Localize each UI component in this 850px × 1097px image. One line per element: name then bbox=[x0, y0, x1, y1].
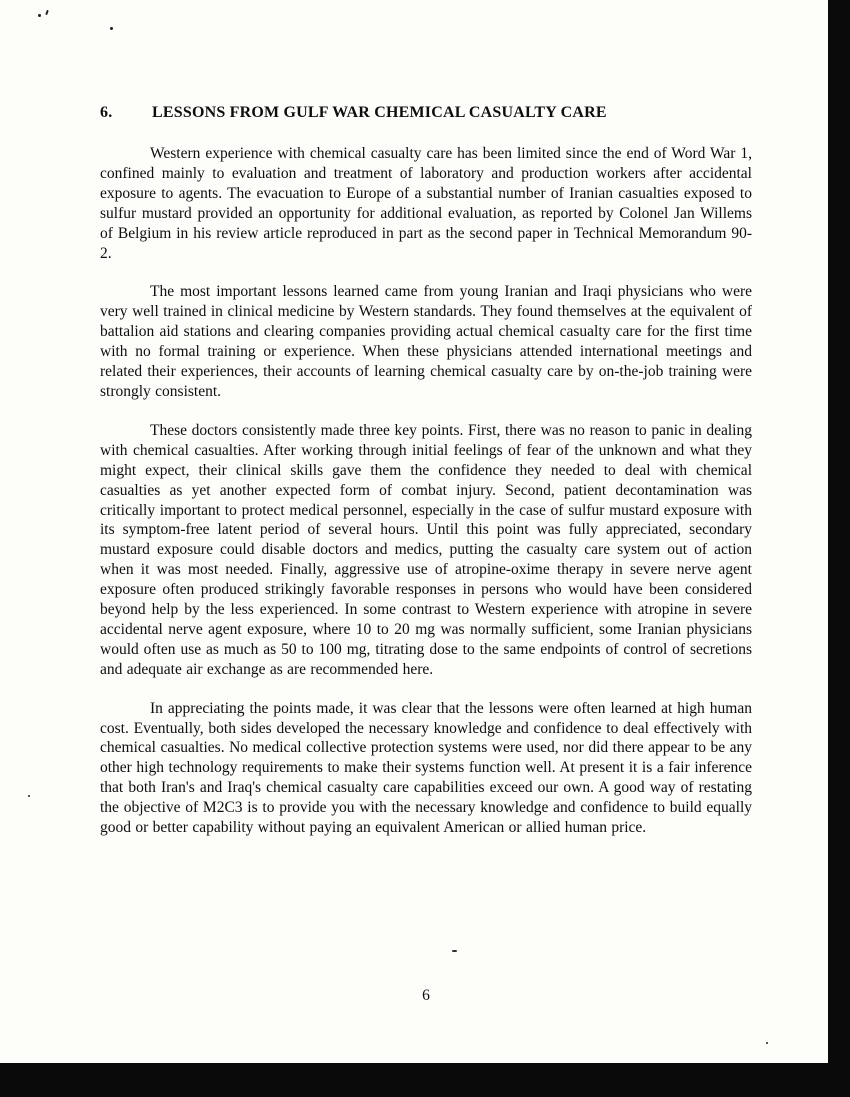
scan-speck bbox=[766, 1042, 768, 1044]
scan-edge-right bbox=[828, 0, 850, 1097]
paragraph-three-key-points: These doctors consistently made three key points. First, there was no reason to panic in dealing with chemical casualties. After working through initial feelings of fear of the unknown and what they might expect, their clinical skills gave them the confidence they needed to deal with chemical casualties as yet another expected form of combat injury. Second, patient decontamination was critically important to protect medical personnel, especially in the case of sulfur mustard exposure with its symptom-free latent period of several hours. Until this point was fully appreciated, secondary mustard exposure could disable doctors and medics, putting the casualty care system out of action when it was most needed. Finally, aggressive use of atropine-oxime therapy in severe nerve agent exposure often produced strikingly favorable responses in persons who would have been considered beyond help by the less experienced. In some contrast to Western experience with atropine in severe accidental nerve agent exposure, where 10 to 20 mg was normally sufficient, some Iranian physicians would often use as much as 50 to 100 mg, titrating dose to the same endpoints of control of secretions and adequate air exchange as are recommended here. bbox=[100, 421, 752, 678]
section-heading bbox=[100, 104, 752, 122]
paragraph-western-experience: Western experience with chemical casualty care has been limited since the end of Word War 1, confined mainly to evaluation and treatment of laboratory and production workers after accidental exposure to agents. The evacuation to Europe of a substantial number of Iranian casualties exposed to sulfur mustard provided an opportunity for additional evaluation, as reported by Colonel Jan Willems of Belgium in his review article reproduced in part as the second paper in Technical Memorandum 90-2. bbox=[100, 145, 752, 262]
paragraph-human-cost: In appreciating the points made, it was clear that the lessons were often learned at high human cost. Eventually, both sides developed the necessary knowledge and confidence to deal effectively with chemical casualties. No medical collective protection systems were used, nor did there appear to be any other high technology requirements to make their systems function well. At present it is a fair inference that both Iran's and Iraq's chemical casualty care capabilities exceed our own. A good way of restating the objective of M2C3 is to provide you with the necessary knowledge and confidence to build equally good or better capability without paying an equivalent American or allied human price. bbox=[100, 699, 752, 837]
document-body bbox=[100, 104, 752, 857]
scan-speck bbox=[452, 950, 457, 952]
scan-speck bbox=[28, 795, 30, 797]
section-title: LESSONS FROM GULF WAR CHEMICAL CASUALTY CARE bbox=[152, 104, 607, 121]
scan-edge-bottom bbox=[0, 1063, 850, 1097]
paragraph-important-lessons: The most important lessons learned came from young Iranian and Iraqi physicians who were very well trained in clinical medicine by Western standards. They found themselves at the equivalent of battalion aid stations and clearing companies providing actual chemical casualty care for the first time with no formal training or experience. When these physicians attended international meetings and related their experiences, their accounts of learning chemical casualty care by on-the-job training were strongly consistent. bbox=[100, 283, 752, 400]
page-number: 6 bbox=[422, 987, 430, 1004]
scan-speck bbox=[110, 27, 113, 30]
scan-speck bbox=[38, 14, 41, 17]
section-number: 6. bbox=[100, 104, 113, 121]
scan-speck bbox=[45, 10, 49, 15]
